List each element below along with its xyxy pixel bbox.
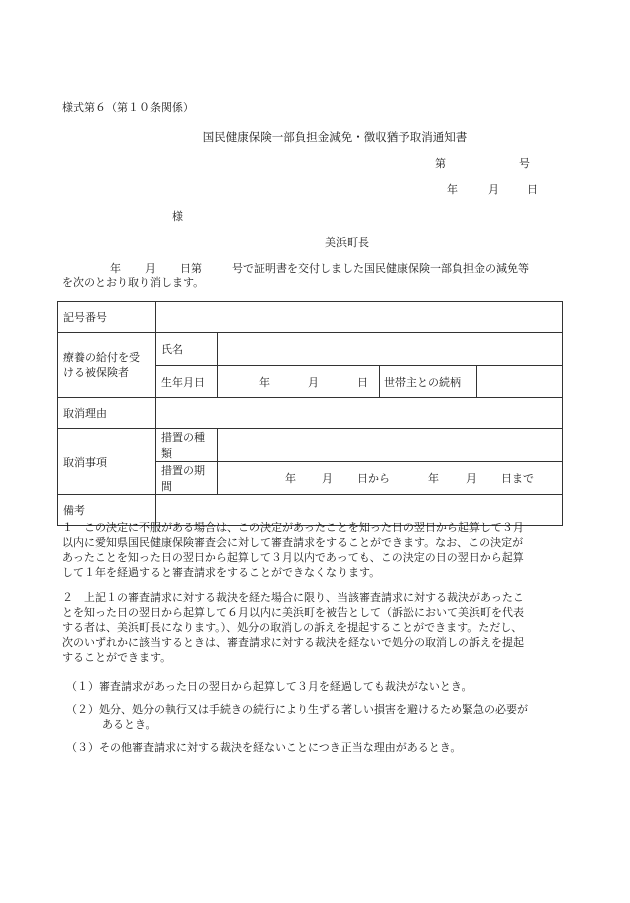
body-month: 月 bbox=[145, 262, 156, 275]
notes bbox=[62, 520, 562, 755]
issue-day: 日 bbox=[527, 183, 538, 196]
symbol-number-value bbox=[156, 302, 563, 333]
period-month-1: 月 bbox=[322, 472, 333, 485]
name-label: 氏名 bbox=[156, 333, 218, 366]
cancel-reason-label: 取消理由 bbox=[58, 398, 156, 429]
row-cancel-reason bbox=[58, 398, 563, 429]
birth-and-relation bbox=[218, 366, 563, 398]
addressee-honorific: 様 bbox=[172, 210, 183, 223]
name-value bbox=[218, 333, 563, 366]
measure-period-label: 措置の期間 bbox=[156, 462, 218, 495]
period-year-1: 年 bbox=[285, 472, 296, 485]
note-1-line-2: 以内に愛知県国民健康保険審査会に対して審査請求をすることができます。なお、この決定が bbox=[62, 536, 524, 549]
note-item-2-line-1: （２）処分、処分の執行又は手続きの続行により生ずる著しい損害を避けるため緊急の必要が bbox=[66, 703, 528, 716]
info-table bbox=[57, 301, 563, 526]
note-item-3: （３）その他審査請求に対する裁決を経ないことにつき正当な理由があるとき。 bbox=[66, 741, 462, 754]
form-number: 様式第６（第１０条関係） bbox=[62, 101, 194, 114]
period-day-2: 日まで bbox=[501, 472, 534, 485]
row-measure-type bbox=[58, 429, 563, 462]
row-name bbox=[58, 333, 563, 366]
birth-label: 生年月日 bbox=[156, 366, 218, 398]
note-2-line-2: とを知った日の翌日から起算して６月以内に美浜町を被告として（訴訟において美浜町を代表 bbox=[62, 606, 524, 619]
measure-type-value bbox=[218, 429, 563, 462]
birth-month: 月 bbox=[308, 376, 319, 389]
cancel-items-label: 取消事項 bbox=[58, 429, 156, 495]
document-title: 国民健康保険一部負担金減免・徴収猶予取消通知書 bbox=[202, 130, 468, 144]
body-rest: 号で証明書を交付しました国民健康保険一部負担金の減免等 bbox=[232, 262, 529, 275]
note-2-line-1: ２ 上記１の審査請求に対する裁決を経た場合に限り、当該審査請求に対する裁決があったこ bbox=[62, 591, 524, 604]
body-line-1 bbox=[62, 262, 529, 276]
body-line-2: を次のとおり取り消します。 bbox=[62, 276, 205, 289]
issue-date bbox=[447, 183, 538, 197]
note-1-line-3: あったことを知った日の翌日から起算して３月以内であっても、この決定の日の翌日から起算 bbox=[62, 551, 524, 564]
issue-year: 年 bbox=[447, 183, 458, 196]
remarks-label: 備考 bbox=[58, 495, 156, 526]
period-day-1: 日から bbox=[357, 472, 390, 485]
cancel-reason-value bbox=[156, 398, 563, 429]
note-1-line-1: １ この決定に不服がある場合は、この決定があったことを知った日の翌日から起算して３月 bbox=[62, 521, 524, 534]
measure-type-label: 措置の種類 bbox=[156, 429, 218, 462]
issue-month: 月 bbox=[488, 183, 499, 196]
note-2-line-3: する者は、美浜町長になります。）、処分の取消しの訴えを提起することができます。ただし、 bbox=[62, 621, 523, 634]
note-1-line-4: して１年を経過すると審査請求をすることができなくなります。 bbox=[62, 566, 381, 579]
period-year-2: 年 bbox=[428, 472, 439, 485]
number-prefix: 第 bbox=[435, 157, 446, 170]
row-symbol-number bbox=[58, 302, 563, 333]
note-2-line-4: 次のいずれかに該当するときは、審査請求に対する裁決を経ないで処分の取消しの訴えを提起 bbox=[62, 636, 524, 649]
number-suffix: 号 bbox=[519, 157, 530, 170]
relation-label: 世帯主との続柄 bbox=[379, 366, 477, 397]
symbol-number-label: 記号番号 bbox=[58, 302, 156, 333]
birth-date-value bbox=[218, 366, 379, 397]
period-month-2: 月 bbox=[466, 472, 477, 485]
birth-year: 年 bbox=[259, 376, 270, 389]
insured-label: 療養の給付を受ける被保険者 bbox=[58, 333, 156, 398]
body-year: 年 bbox=[110, 262, 121, 275]
birth-day: 日 bbox=[357, 376, 368, 389]
measure-period-value bbox=[218, 462, 563, 495]
sender-name: 美浜町長 bbox=[325, 236, 369, 249]
note-item-1: （１）審査請求があった日の翌日から起算して３月を経過しても裁決がないとき。 bbox=[66, 680, 473, 693]
note-2-line-5: することができます。 bbox=[62, 651, 172, 664]
note-item-2-line-2: あるとき。 bbox=[102, 718, 157, 731]
body-text bbox=[62, 262, 529, 290]
body-day: 日第 bbox=[180, 262, 202, 275]
